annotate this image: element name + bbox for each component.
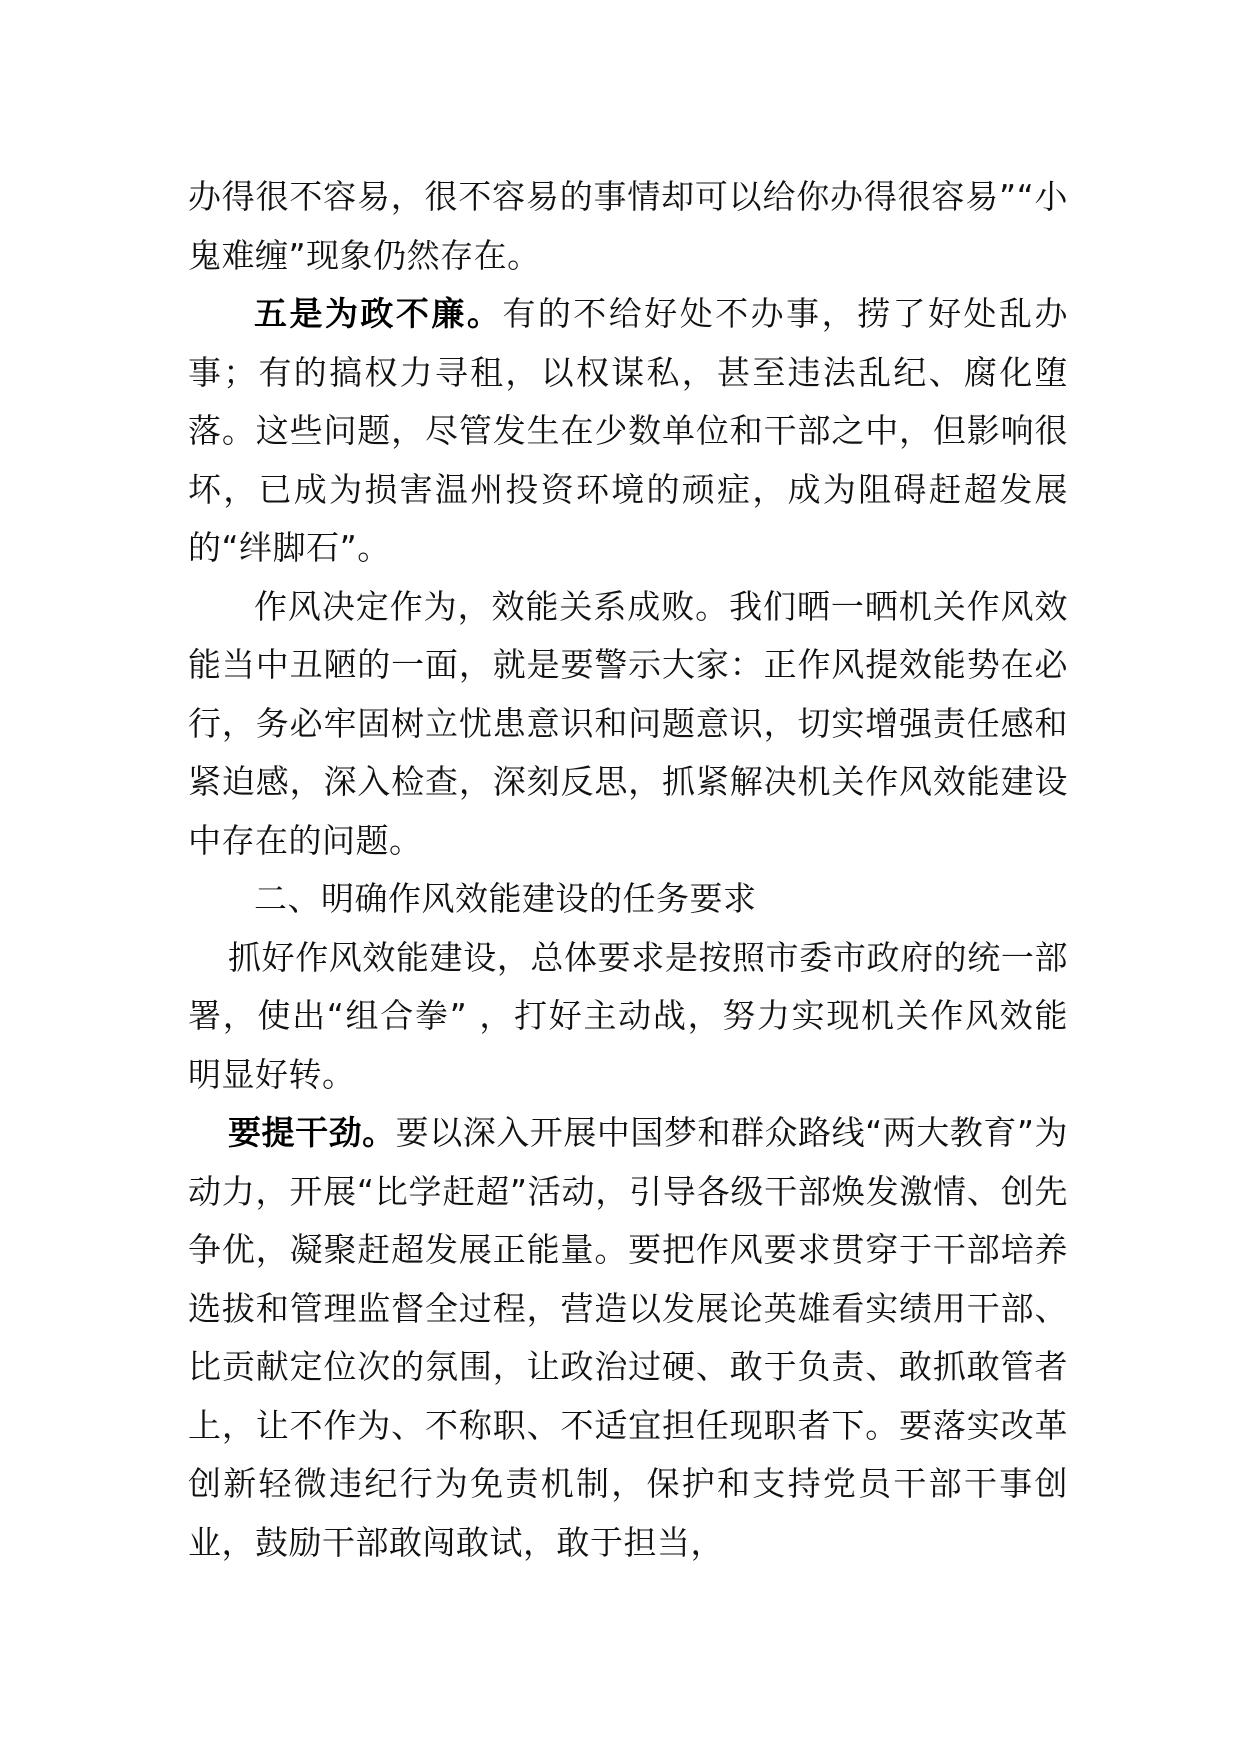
- paragraph-yao-ti-gan-jin: [188, 1104, 1068, 1572]
- paragraph-text: 要以深入开展中国梦和群众路线“两大教育”为动力，开展“比学赶超”活动，引导各级干部焕发激情、创先争优，凝聚赶超发展正能量。要把作风要求贯穿于干部培养选拔和管理监督全过程，营造以发展论英雄看实绩用干部、比贡献定位次的氛围，让政治过硬、敢于负责、敢抓敢管者上，让不作为、不称职、不适宜担任现职者下。要落实改革创新轻微违纪行为免责机制，保护和支持党员干部干事创业，鼓励干部敢闯敢试，敢于担当，: [188, 1113, 1069, 1562]
- paragraph-wu-shi-wei-zheng-bu-lian: [188, 285, 1068, 578]
- paragraph-lead-bold: 五是为政不廉。: [254, 294, 503, 333]
- paragraph-text: 抓好作风效能建设，总体要求是按照市委市政府的统一部署，使出“组合拳” ，打好主动战，努力实现机关作风效能明显好转。: [188, 937, 1068, 1094]
- paragraph-continuation: [188, 168, 1068, 285]
- paragraph-text: 办得很不容易，很不容易的事情却可以给你办得很容易”“小鬼难缠”现象仍然存在。: [188, 177, 1068, 275]
- paragraph-lead-bold: 要提干劲。: [228, 1113, 396, 1152]
- paragraph-text: 作风决定作为，效能关系成败。我们晒一晒机关作风效能当中丑陋的一面，就是要警示大家：正作风提效能势在必行，务必牢固树立忧患意识和问题意识，切实增强责任感和紧迫感，深入检查，深刻反思，抓紧解决机关作风效能建设中存在的问题。: [188, 586, 1068, 860]
- paragraph-zhua-hao-zuo-feng: [188, 929, 1068, 1105]
- paragraph-zuo-feng-jue-ding: [188, 578, 1068, 871]
- section-heading-text: 二、明确作风效能建设的任务要求: [254, 879, 757, 918]
- document-body: [188, 168, 1068, 1572]
- section-heading-two: [188, 870, 1068, 929]
- paragraph-text: 有的不给好处不办事，捞了好处乱办事；有的搞权力寻租，以权谋私，甚至违法乱纪、腐化堕落。这些问题，尽管发生在少数单位和干部之中，但影响很坏，已成为损害温州投资环境的顽症，成为阻碍赶超发展的“绊脚石”。: [188, 294, 1069, 567]
